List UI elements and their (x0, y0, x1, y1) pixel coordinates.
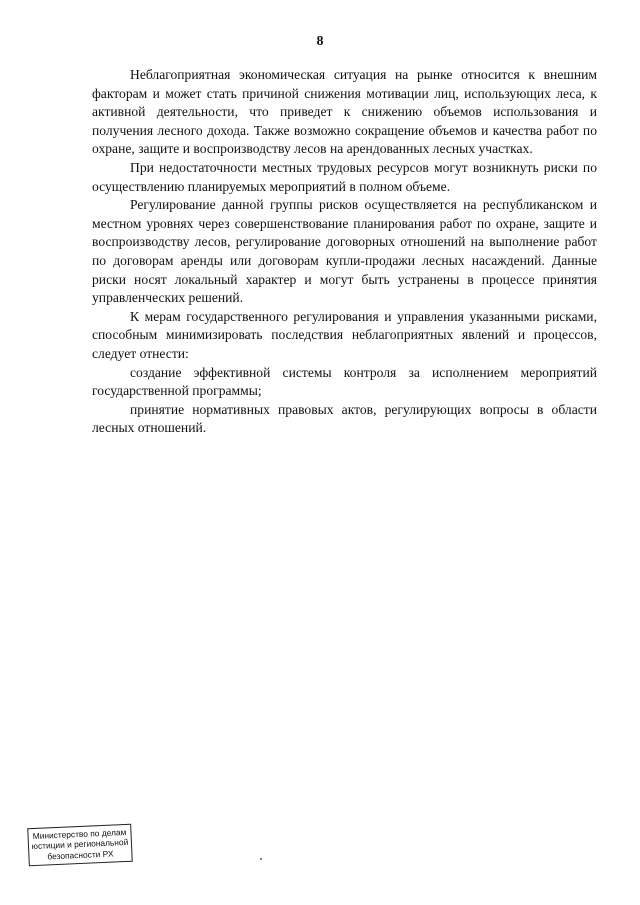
paragraph-risk-regulation: Регулирование данной группы рисков осуществляется на республиканском и местном уровнях через совершенствование планирования работ по охране, защите и воспроизводству лесов, регулирование договорных отношений на выполнение работ по договорам аренды или договорам купли-продажи лесных насаждений. Данные риски носят локальный характер и могут быть устранены в процессе принятия управленческих решений. (92, 197, 597, 306)
paragraph-labor-risk: При недостаточности местных трудовых ресурсов могут возникнуть риски по осуществлению планируемых мероприятий в полном объеме. (92, 159, 597, 194)
paragraph-state-measures: К мерам государственного регулирования и управления указанными рисками, способным минимизировать последствия неблагоприятных явлений и процессов, следует отнести: (92, 308, 597, 361)
stamp-line: юстиции и региональной (31, 837, 129, 852)
paragraph-measure-legal-acts: принятие нормативных правовых актов, регулирующих вопросы в области лесных отношений. (92, 401, 597, 436)
document-body (92, 66, 597, 438)
page-number: 8 (316, 34, 324, 49)
paragraph-economic-risk: Неблагоприятная экономическая ситуация на рынке относится к внешним факторам и может стать причиной снижения мотивации лиц, использующих леса, к активной деятельности, что приведет к снижению объемов использования и получения лесного дохода. Также возможно сокращение объемов и качества работ по охране, защите и воспроизводству лесов на арендованных лесных участках. (92, 67, 597, 157)
scan-speck (260, 858, 262, 860)
stamp-line: безопасности РХ (47, 848, 114, 862)
ministry-stamp (27, 824, 133, 867)
stamp-line: Министерство по делам (32, 826, 127, 842)
paragraph-measure-control-system: создание эффективной системы контроля за исполнением мероприятий государственной программы; (92, 364, 597, 399)
